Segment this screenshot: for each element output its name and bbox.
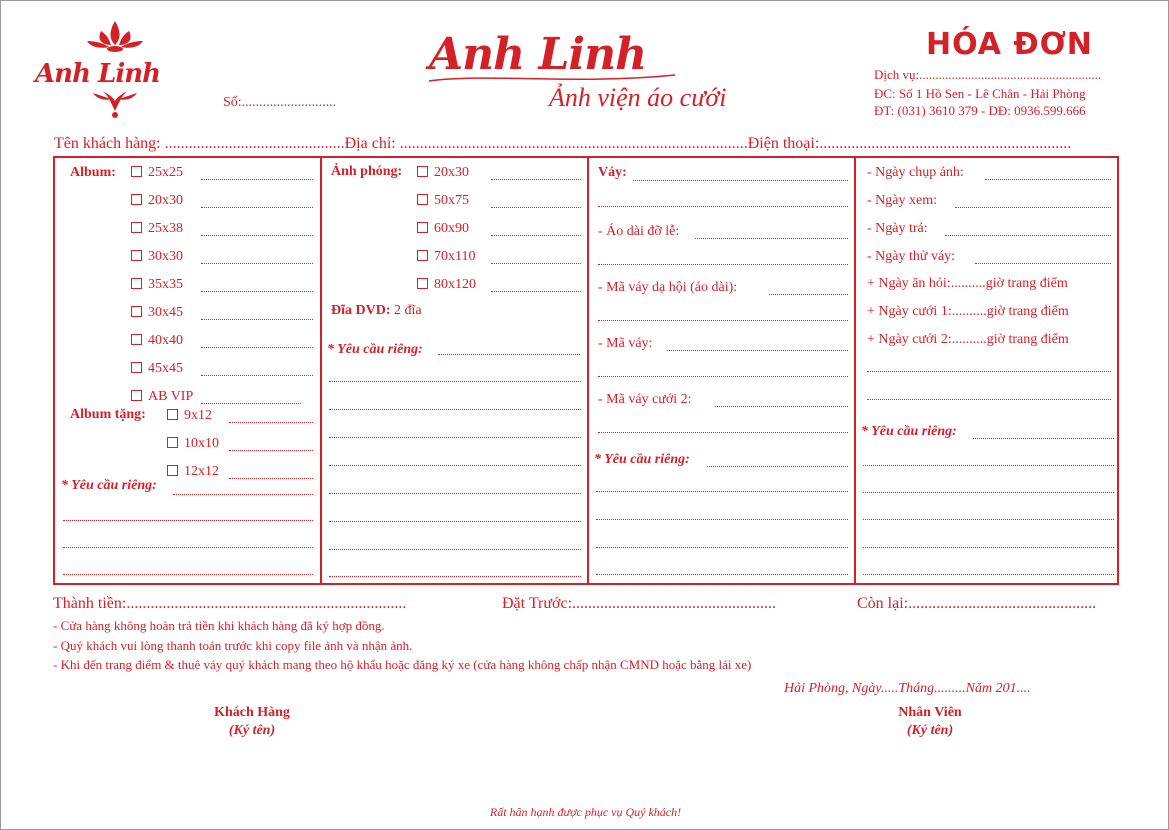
dress-line[interactable] bbox=[633, 180, 848, 181]
enlargement-label: Ảnh phóng: bbox=[331, 164, 403, 179]
quantity-line[interactable] bbox=[201, 207, 313, 208]
special-request-line[interactable] bbox=[596, 519, 848, 520]
size-option bbox=[417, 165, 469, 181]
checkbox[interactable] bbox=[131, 166, 142, 177]
wedding-dress-2-line[interactable] bbox=[598, 432, 848, 433]
checkbox[interactable] bbox=[131, 250, 142, 261]
checkbox[interactable] bbox=[417, 250, 428, 261]
size-label: 50x75 bbox=[434, 193, 469, 208]
size-label: 30x30 bbox=[148, 249, 183, 264]
special-request-label: * Yêu cầu riêng: bbox=[61, 478, 157, 493]
size-option bbox=[167, 436, 219, 452]
evening-dress-code-line[interactable] bbox=[598, 320, 848, 321]
customer-signature-hint: (Ký tên) bbox=[228, 723, 276, 738]
quantity-line[interactable] bbox=[201, 347, 313, 348]
ao-dai-line[interactable] bbox=[598, 264, 848, 265]
size-label: 25x38 bbox=[148, 221, 183, 236]
dress-fitting-date-line[interactable] bbox=[975, 263, 1111, 264]
special-request-line[interactable] bbox=[329, 437, 581, 438]
size-label: AB VIP bbox=[148, 389, 194, 404]
checkbox[interactable] bbox=[167, 465, 178, 476]
dress-code-line[interactable] bbox=[598, 376, 848, 377]
special-request-line[interactable] bbox=[863, 574, 1114, 575]
quantity-line[interactable] bbox=[201, 403, 301, 404]
special-request-line[interactable] bbox=[63, 574, 313, 575]
quantity-line[interactable] bbox=[491, 179, 581, 180]
size-label: 60x90 bbox=[434, 221, 469, 236]
special-request-label: * Yêu cầu riêng: bbox=[594, 452, 690, 467]
checkbox[interactable] bbox=[167, 437, 178, 448]
customer-info-line bbox=[54, 135, 1071, 153]
special-request-line[interactable] bbox=[596, 574, 848, 575]
date-line[interactable]: Hải Phòng, Ngày.....Tháng.........Năm 201.... bbox=[784, 681, 1031, 696]
size-label: 45x45 bbox=[148, 361, 183, 376]
wedding-date-2-field[interactable]: + Ngày cưới 2:..........giờ trang điểm bbox=[867, 332, 1069, 347]
size-option bbox=[417, 221, 469, 237]
ao-dai-label: - Áo dài đỡ lễ: bbox=[598, 224, 680, 239]
special-request-line[interactable] bbox=[329, 549, 581, 550]
special-request-line[interactable] bbox=[596, 491, 848, 492]
special-request-line[interactable] bbox=[329, 493, 581, 494]
size-option bbox=[131, 361, 183, 377]
special-request-line[interactable] bbox=[329, 576, 581, 577]
size-label: 10x10 bbox=[184, 436, 219, 451]
quantity-line[interactable] bbox=[201, 179, 313, 180]
order-details-grid bbox=[53, 156, 1119, 585]
dvd-value: 2 đĩa bbox=[394, 303, 422, 318]
dress-code-line[interactable] bbox=[667, 350, 848, 351]
quantity-line[interactable] bbox=[201, 319, 313, 320]
balance-field[interactable]: Còn lại:............................................... bbox=[857, 595, 1097, 612]
quantity-line[interactable] bbox=[201, 235, 313, 236]
special-request-line[interactable] bbox=[863, 519, 1114, 520]
size-option bbox=[131, 333, 183, 349]
dress-label: Váy: bbox=[598, 165, 627, 180]
review-date-label: - Ngày xem: bbox=[867, 193, 937, 208]
size-option bbox=[167, 464, 219, 480]
special-request-line[interactable] bbox=[863, 492, 1114, 493]
dvd-line bbox=[331, 303, 422, 319]
deposit-field[interactable]: Đặt Trước:................................................... bbox=[502, 595, 777, 612]
notes-line[interactable] bbox=[867, 371, 1111, 372]
service-field[interactable]: Dịch vụ:........................................................ bbox=[874, 67, 1102, 82]
special-request-line[interactable] bbox=[707, 466, 848, 467]
customer-phone-field[interactable]: Điện thoại:............................................................... bbox=[747, 135, 1072, 152]
size-label: 12x12 bbox=[184, 464, 219, 479]
checkbox[interactable] bbox=[131, 306, 142, 317]
ao-dai-line[interactable] bbox=[695, 238, 848, 239]
column-divider bbox=[854, 158, 856, 583]
size-option bbox=[417, 193, 469, 209]
special-request-line[interactable] bbox=[329, 521, 581, 522]
special-request-line[interactable] bbox=[973, 438, 1114, 439]
quantity-line[interactable] bbox=[229, 450, 313, 451]
size-option bbox=[131, 193, 183, 209]
size-label: 40x40 bbox=[148, 333, 183, 348]
album-gift-label: Album tặng: bbox=[70, 407, 146, 422]
checkbox[interactable] bbox=[131, 362, 142, 373]
note-line: - Quý khách vui lòng thanh toán trước khi copy file ảnh và nhận ảnh. bbox=[53, 638, 413, 653]
customer-address-field[interactable]: Địa chỉ: ....................................................................................... bbox=[344, 135, 748, 152]
checkbox[interactable] bbox=[417, 278, 428, 289]
subtotal-field[interactable]: Thành tiền:...................................................................... bbox=[53, 595, 407, 612]
footer-greeting: Rất hân hạnh được phục vụ Quý khách! bbox=[489, 805, 682, 819]
size-label: 30x45 bbox=[148, 305, 183, 320]
size-option bbox=[417, 249, 475, 265]
size-option bbox=[417, 277, 476, 293]
quantity-line[interactable] bbox=[201, 375, 313, 376]
size-label: 70x110 bbox=[434, 249, 476, 264]
checkbox[interactable] bbox=[131, 222, 142, 233]
return-date-label: - Ngày trả: bbox=[867, 221, 928, 236]
special-request-label: * Yêu cầu riêng: bbox=[861, 424, 957, 439]
size-option bbox=[131, 165, 183, 181]
invoice-number-field[interactable]: Số:........................... bbox=[223, 95, 337, 110]
special-request-line[interactable] bbox=[596, 547, 848, 548]
checkbox[interactable] bbox=[131, 194, 142, 205]
brand-name: Anh Linh bbox=[429, 29, 647, 80]
staff-signature-hint: (Ký tên) bbox=[906, 723, 954, 738]
quantity-line[interactable] bbox=[491, 291, 581, 292]
checkbox[interactable] bbox=[417, 166, 428, 177]
wedding-dress-2-line[interactable] bbox=[715, 406, 848, 407]
wedding-dress-2-label: - Mã váy cưới 2: bbox=[598, 392, 692, 407]
note-line: - Khi đến trang điểm & thuê váy quý khách mang theo hộ khẩu hoặc đăng ký xe (cửa hàng không chấp nhận CMND hoặc bằng lái xe) bbox=[53, 657, 752, 672]
quantity-line[interactable] bbox=[491, 235, 581, 236]
special-request-line[interactable] bbox=[63, 547, 313, 548]
special-request-line[interactable] bbox=[438, 354, 580, 355]
quantity-line[interactable] bbox=[201, 291, 313, 292]
checkbox[interactable] bbox=[417, 222, 428, 233]
size-label: 80x120 bbox=[434, 277, 476, 292]
size-label: 20x30 bbox=[148, 193, 183, 208]
dress-line[interactable] bbox=[598, 206, 848, 207]
dress-code-label: - Mã váy: bbox=[598, 336, 653, 351]
size-option bbox=[167, 408, 212, 424]
special-request-line[interactable] bbox=[329, 465, 581, 466]
checkbox[interactable] bbox=[131, 334, 142, 345]
notes-line[interactable] bbox=[867, 399, 1111, 400]
review-date-line[interactable] bbox=[955, 207, 1111, 208]
column-divider bbox=[587, 158, 589, 583]
wedding-date-1-field[interactable]: + Ngày cưới 1:..........giờ trang điểm bbox=[867, 304, 1069, 319]
quantity-line[interactable] bbox=[229, 478, 313, 479]
photo-shoot-date-line[interactable] bbox=[985, 179, 1111, 180]
special-request-line[interactable] bbox=[173, 494, 313, 495]
quantity-line[interactable] bbox=[229, 422, 313, 423]
special-request-line[interactable] bbox=[863, 547, 1114, 548]
quantity-line[interactable] bbox=[491, 263, 581, 264]
checkbox[interactable] bbox=[131, 390, 142, 401]
photo-shoot-date-label: - Ngày chụp ảnh: bbox=[867, 165, 964, 180]
checkbox[interactable] bbox=[131, 278, 142, 289]
column-divider bbox=[320, 158, 322, 583]
special-request-label: * Yêu cầu riêng: bbox=[327, 342, 423, 357]
size-label: 25x25 bbox=[148, 165, 183, 180]
size-option bbox=[131, 305, 183, 321]
size-option bbox=[131, 249, 183, 265]
evening-dress-code-label: - Mã váy dạ hội (áo dài): bbox=[598, 280, 738, 295]
checkbox[interactable] bbox=[167, 409, 178, 420]
brand-subtitle: Ảnh viện áo cưới bbox=[549, 83, 727, 112]
note-line: - Cửa hàng không hoàn trả tiền khi khách hàng đã ký hợp đồng. bbox=[53, 618, 385, 633]
customer-signature-title: Khách Hàng bbox=[214, 705, 290, 720]
special-request-line[interactable] bbox=[329, 381, 581, 382]
album-label: Album: bbox=[70, 165, 116, 180]
logo-left-text: Anh Linh bbox=[35, 59, 160, 89]
return-date-line[interactable] bbox=[945, 235, 1111, 236]
checkbox[interactable] bbox=[417, 194, 428, 205]
invoice-title: HÓA ĐƠN bbox=[926, 27, 1093, 62]
shop-address: ĐC: Số 1 Hồ Sen - Lê Chân - Hải Phòng bbox=[874, 86, 1086, 101]
evening-dress-code-line[interactable] bbox=[769, 294, 848, 295]
staff-signature-title: Nhân Viên bbox=[898, 705, 962, 720]
size-option bbox=[131, 277, 183, 293]
engagement-date-field[interactable]: + Ngày ăn hỏi:..........giờ trang điểm bbox=[867, 276, 1068, 291]
size-label: 35x35 bbox=[148, 277, 183, 292]
size-label: 20x30 bbox=[434, 165, 469, 180]
size-label: 9x12 bbox=[184, 408, 212, 423]
special-request-line[interactable] bbox=[329, 409, 581, 410]
size-option bbox=[131, 221, 183, 237]
shop-phone: ĐT: (031) 3610 379 - DĐ: 0936.599.666 bbox=[874, 103, 1086, 118]
special-request-line[interactable] bbox=[63, 520, 313, 521]
quantity-line[interactable] bbox=[491, 207, 581, 208]
special-request-line[interactable] bbox=[863, 465, 1114, 466]
customer-name-field[interactable]: Tên khách hàng: ............................................. bbox=[54, 135, 345, 152]
dress-fitting-date-label: - Ngày thử váy: bbox=[867, 249, 956, 264]
size-option bbox=[131, 389, 193, 405]
dvd-label: Đĩa DVD: bbox=[331, 303, 391, 318]
quantity-line[interactable] bbox=[201, 263, 313, 264]
